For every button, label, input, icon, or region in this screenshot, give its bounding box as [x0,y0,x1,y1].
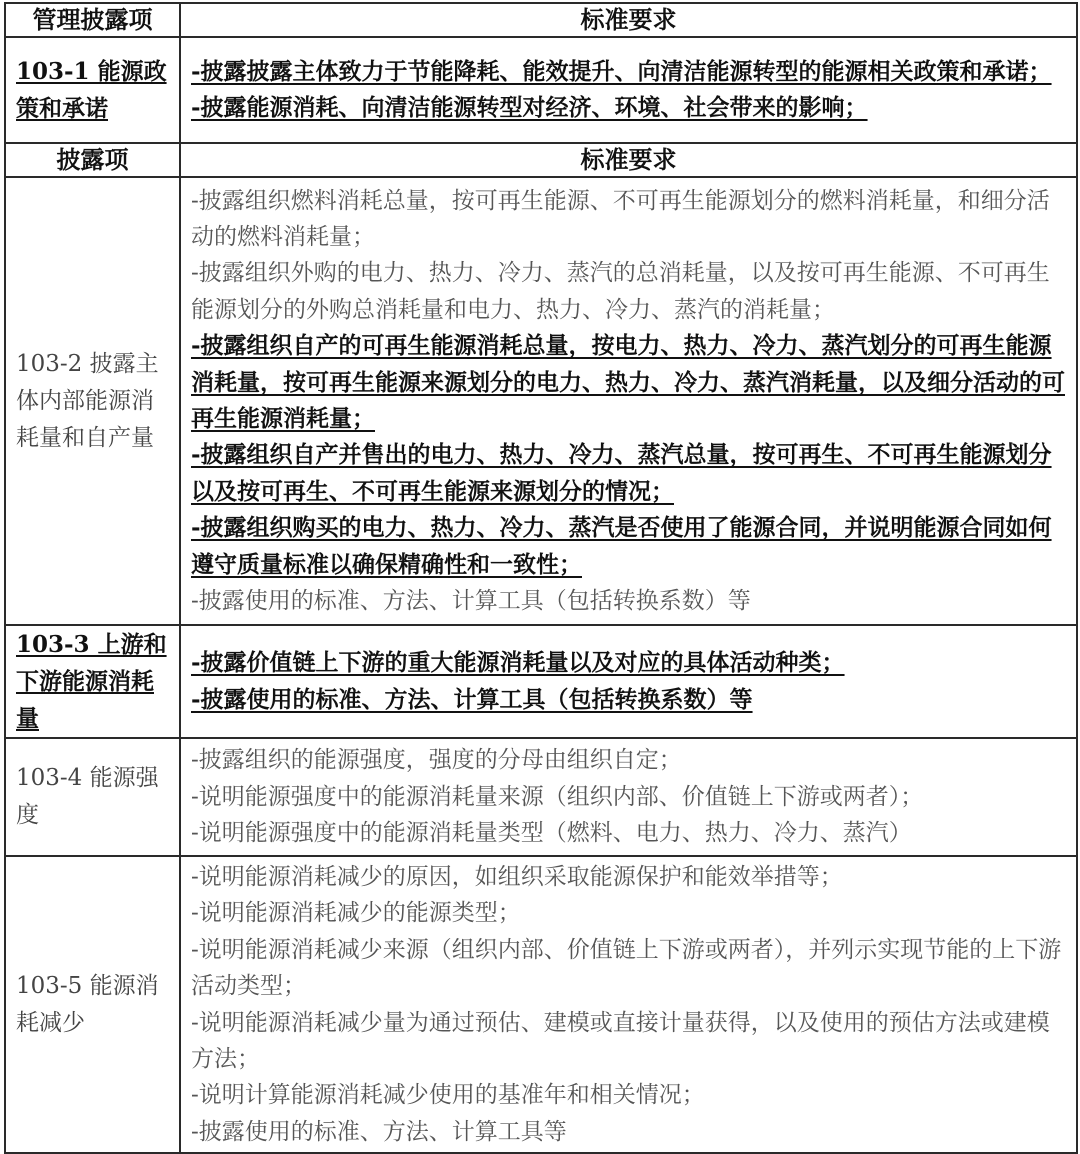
content-line: -说明能源消耗减少来源（组织内部、价值链上下游或两者），并列示实现节能的上下游活动类型； [191,936,1062,1000]
header-right: 标准要求 [180,143,1077,177]
content-line: -说明能源消耗减少的能源类型； [191,900,521,927]
row-label: 103-5 能源消耗减少 [5,856,180,1153]
content-line: -披露组织的能源强度，强度的分母由组织自定； [191,747,682,774]
content-line: -披露披露主体致力于节能降耗、能效提升、向清洁能源转型的能源相关政策和承诺； [191,57,1052,85]
row-label: 103-2 披露主体内部能源消耗量和自产量 [5,177,180,625]
row-content [180,738,1077,856]
header-left: 披露项 [5,143,180,177]
content-line: -披露组织自产并售出的电力、热力、冷力、蒸汽总量，按可再生、不可再生能源划分以及按可再生、不可再生能源来源划分的情况； [191,441,1052,505]
header-right: 标准要求 [180,3,1077,37]
content-line: -披露组织购买的电力、热力、冷力、蒸汽是否使用了能源合同，并说明能源合同如何遵守质量标准以确保精确性和一致性； [191,514,1052,578]
table-row [5,625,1077,738]
content-line: -披露组织燃料消耗总量，按可再生能源、不可再生能源划分的燃料消耗量，和细分活动的燃料消耗量； [191,187,1050,250]
content-line: -说明能源强度中的能源消耗量来源（组织内部、价值链上下游或两者）； [191,783,924,810]
row-content [180,177,1077,625]
row-label: 103-1 能源政策和承诺 [5,37,180,143]
header-left: 管理披露项 [5,3,180,37]
header-row-2 [5,143,1077,177]
content-line: -披露使用的标准、方法、计算工具等 [191,1118,567,1145]
content-line: -说明能源强度中的能源消耗量类型（燃料、电力、热力、冷力、蒸汽） [191,820,912,847]
disclosure-table [4,2,1078,1154]
row-content [180,625,1077,738]
content-line: -披露使用的标准、方法、计算工具（包括转换系数）等 [191,685,753,713]
row-content [180,856,1077,1153]
content-line: -说明能源消耗减少量为通过预估、建模或直接计量获得，以及使用的预估方法或建模方法； [191,1009,1050,1073]
row-content [180,37,1077,143]
content-line: -披露使用的标准、方法、计算工具（包括转换系数）等 [191,588,751,615]
content-line: -披露组织外购的电力、热力、冷力、蒸汽的总消耗量，以及按可再生能源、不可再生能源划分的外购总消耗量和电力、热力、冷力、蒸汽的消耗量； [191,260,1050,323]
table-row [5,37,1077,143]
row-label: 103-4 能源强度 [5,738,180,856]
table-row [5,856,1077,1153]
content-line: -说明计算能源消耗减少使用的基准年和相关情况； [191,1082,705,1109]
content-line: -披露价值链上下游的重大能源消耗量以及对应的具体活动种类； [191,649,845,677]
content-line: -披露组织自产的可再生能源消耗总量，按电力、热力、冷力、蒸汽划分的可再生能源消耗量，按可再生能源来源划分的电力、热力、冷力、蒸汽消耗量，以及细分活动的可再生能源消耗量； [191,332,1065,432]
header-row-1 [5,3,1077,37]
table-row [5,738,1077,856]
row-label: 103-3 上游和下游能源消耗量 [5,625,180,738]
content-line: -说明能源消耗减少的原因，如组织采取能源保护和能效举措等； [191,864,843,890]
content-line: -披露能源消耗、向清洁能源转型对经济、环境、社会带来的影响； [191,94,868,121]
table-row [5,177,1077,625]
